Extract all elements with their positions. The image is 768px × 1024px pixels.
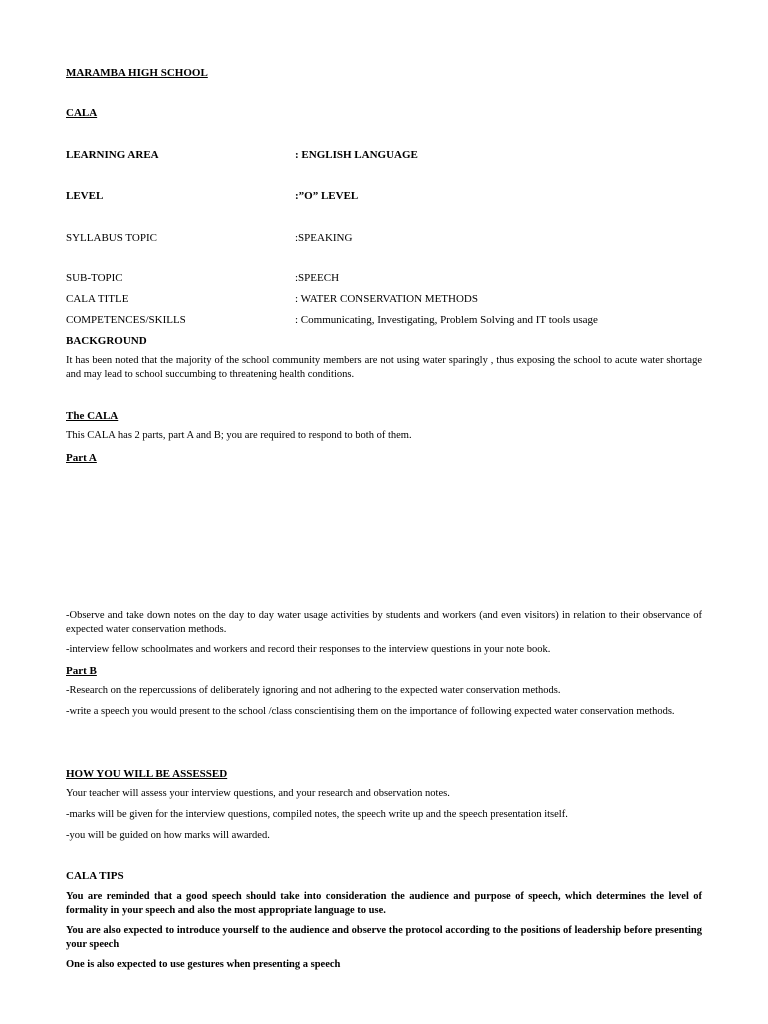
- background-text: It has been noted that the majority of the school community members are not using water sparingly , thus exposing the school to acute water shortage and may lead to school succumbing to threatening health conditions.: [66, 355, 702, 380]
- detail-label: COMPETENCES/SKILLS: [66, 314, 186, 326]
- part-b-item: -Research on the repercussions of deliberately ignoring and not adhering to the expected water conservation methods.: [66, 685, 561, 696]
- detail-label: SUB-TOPIC: [66, 272, 123, 284]
- detail-value: :SPEAKING: [295, 232, 353, 244]
- tip-item: One is also expected to use gestures when presenting a speech: [66, 959, 341, 970]
- assessment-heading: HOW YOU WILL BE ASSESSED: [66, 768, 228, 780]
- cala-heading: CALA: [66, 107, 98, 119]
- detail-value: : ENGLISH LANGUAGE: [295, 149, 418, 161]
- the-cala-heading: The CALA: [66, 410, 119, 422]
- tip-item: You are reminded that a good speech should take into consideration the audience and purpose of speech, which determines the level of formality in your speech and also the most appropriate language to use.: [66, 891, 702, 916]
- part-b-heading: Part B: [66, 665, 97, 677]
- part-a-item: -Observe and take down notes on the day to day water usage activities by students and workers (and even visitors) in relation to their observance of expected water conservation methods.: [66, 610, 702, 635]
- assessment-item: -you will be guided on how marks will awarded.: [66, 830, 270, 841]
- detail-label: SYLLABUS TOPIC: [66, 232, 157, 244]
- detail-label: CALA TITLE: [66, 293, 129, 305]
- detail-row-sub-topic: [66, 271, 340, 285]
- assessment-item: Your teacher will assess your interview questions, and your research and observation notes.: [66, 788, 450, 799]
- detail-value: : WATER CONSERVATION METHODS: [295, 293, 478, 305]
- detail-row-level: [66, 189, 359, 203]
- detail-value: :SPEECH: [295, 272, 340, 284]
- tip-item: You are also expected to introduce yourself to the audience and observe the protocol according to the positions of leadership before presenting your speech: [66, 925, 702, 950]
- detail-label: LEVEL: [66, 190, 104, 202]
- background-heading: BACKGROUND: [66, 335, 147, 347]
- assessment-item: -marks will be given for the interview questions, compiled notes, the speech write up and the speech presentation itself.: [66, 809, 568, 820]
- the-cala-text: This CALA has 2 parts, part A and B; you are required to respond to both of them.: [66, 430, 412, 441]
- part-b-item: -write a speech you would present to the school /class conscientising them on the importance of following expected water conservation methods.: [66, 706, 675, 717]
- detail-label: LEARNING AREA: [66, 149, 159, 161]
- detail-value: : Communicating, Investigating, Problem Solving and IT tools usage: [295, 314, 598, 326]
- detail-row-learning-area: [66, 148, 418, 162]
- school-name: MARAMBA HIGH SCHOOL: [66, 67, 208, 79]
- detail-row-competences: [66, 313, 598, 327]
- part-a-item: -interview fellow schoolmates and workers and record their responses to the interview questions in your note book.: [66, 644, 551, 655]
- detail-value: :”O” LEVEL: [295, 190, 359, 202]
- tips-heading: CALA TIPS: [66, 870, 124, 882]
- part-a-heading: Part A: [66, 452, 97, 464]
- detail-row-cala-title: [66, 292, 478, 306]
- detail-row-syllabus-topic: [66, 231, 353, 245]
